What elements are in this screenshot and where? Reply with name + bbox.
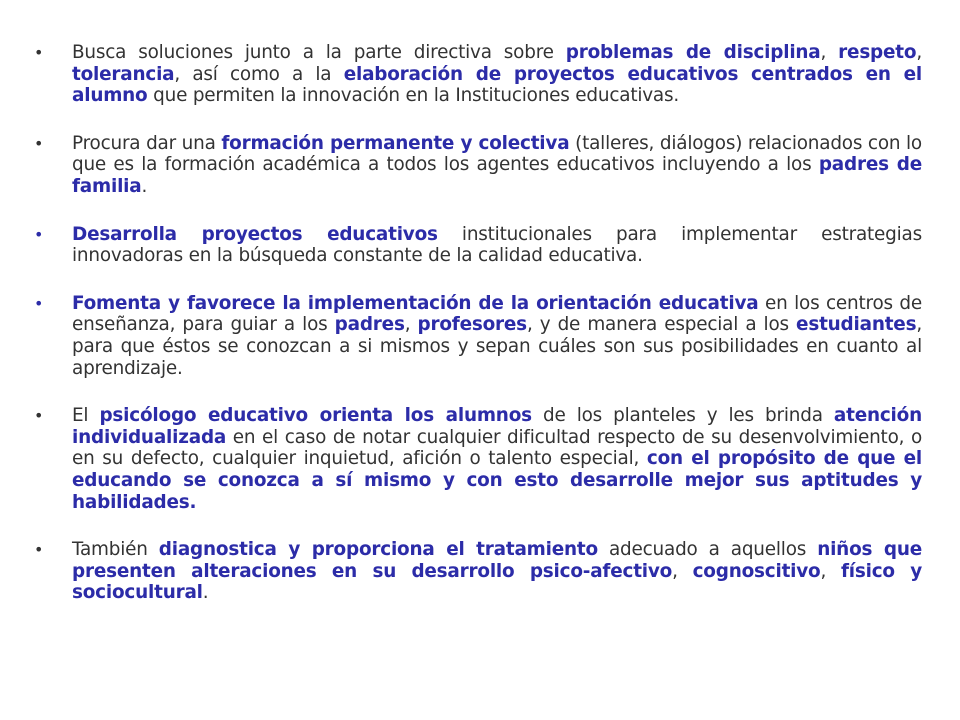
bullet-item-1 — [30, 42, 922, 107]
bullet-marker: • — [34, 540, 44, 560]
highlight-text: Fomenta y favorece la implementación de la orientación educativa — [72, 292, 759, 314]
body-text: , — [404, 314, 418, 336]
body-text: . — [202, 582, 209, 604]
bullet-marker: • — [34, 224, 44, 244]
body-text: (talleres, diálogos) relacionados con lo que es la formación académica a todos los agentes educativos incluyendo a los — [72, 132, 922, 176]
highlight-text: problemas de disciplina — [565, 42, 821, 63]
highlight-text: con el propósito de que el educando se conozca a sí mismo y con esto desarrolle mejor sus aptitudes y habilidades. — [72, 448, 922, 513]
body-text: adecuado a aquellos — [597, 539, 818, 561]
bullet-item-2 — [30, 133, 922, 198]
highlight-text: elaboración de proyectos educativos centrados en el alumno — [72, 63, 923, 107]
bullet-item-4 — [30, 293, 922, 379]
body-text: en el caso de notar cualquier dificultad respecto de su desenvolvimiento, o en su defecto, cualquier inquietud, afición o talento especial, — [72, 426, 922, 470]
bullet-text — [72, 133, 922, 198]
bullet-marker: • — [34, 406, 44, 426]
highlight-text: atención individualizada — [72, 405, 922, 448]
highlight-text: diagnostica y proporciona el tratamiento — [158, 539, 598, 561]
body-text: institucionales para implementar estrategias innovadoras en la búsqueda constante de la calidad educativa. — [72, 223, 922, 267]
bullet-item-3 — [30, 224, 922, 267]
body-text: El — [72, 405, 100, 427]
body-text: , y de manera especial a los — [526, 314, 797, 336]
highlight-text: niños que presenten alteraciones en su desarrollo psico-afectivo — [72, 539, 922, 582]
body-text: de los planteles y les brinda — [531, 405, 834, 427]
bullet-text — [72, 224, 922, 267]
bullet-text — [72, 539, 922, 604]
bullet-marker: • — [34, 133, 44, 153]
highlight-text: respeto — [838, 42, 917, 63]
highlight-text: tolerancia — [72, 63, 175, 85]
body-text: , — [916, 42, 922, 63]
slide-body — [30, 42, 922, 630]
highlight-text: cognoscitivo — [692, 560, 821, 582]
body-text: que permiten la innovación en la Instituciones educativas. — [147, 85, 680, 107]
bullet-text — [72, 42, 922, 107]
body-text: , — [672, 560, 693, 582]
bullet-text — [72, 405, 922, 513]
highlight-text: formación permanente y colectiva — [221, 132, 570, 154]
bullet-item-5 — [30, 405, 922, 513]
body-text: También — [72, 539, 159, 561]
body-text: , para que éstos se conozcan a si mismos y sepan cuáles son sus posibilidades en cuanto al aprendizaje. — [72, 314, 922, 379]
body-text: . — [141, 175, 148, 197]
body-text: , así como a la — [174, 63, 344, 85]
body-text: en los centros de enseñanza, para guiar a los — [72, 292, 923, 336]
body-text: Busca soluciones junto a la parte directiva sobre — [72, 42, 566, 63]
body-text: , — [820, 560, 841, 582]
highlight-text: estudiantes — [796, 314, 917, 336]
bullet-marker: • — [34, 43, 44, 62]
highlight-text: psicólogo educativo orienta los alumnos — [99, 405, 532, 427]
body-text: , — [820, 42, 839, 63]
highlight-text: padres de familia — [72, 154, 922, 197]
body-text: Procura dar una — [72, 132, 222, 154]
highlight-text: profesores — [417, 314, 527, 336]
highlight-text: Desarrolla proyectos educativos — [72, 223, 438, 245]
bullet-text — [72, 293, 922, 379]
highlight-text: físico y sociocultural — [72, 560, 923, 604]
bullet-item-6 — [30, 539, 922, 604]
bullet-marker: • — [34, 293, 44, 313]
highlight-text: padres — [334, 314, 405, 336]
